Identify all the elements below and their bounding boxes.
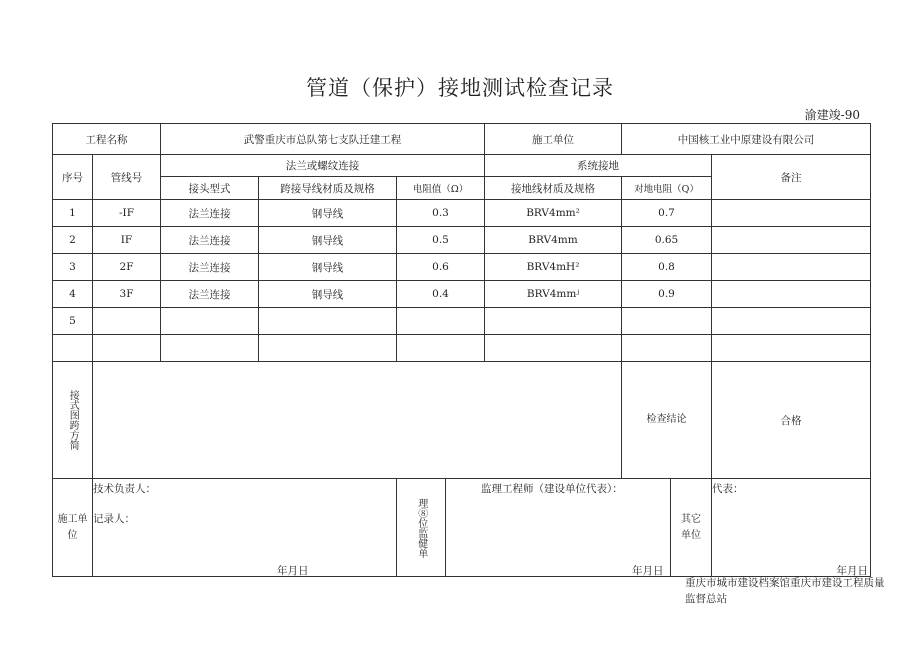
row-ground-resistance: 0.7 [622, 200, 712, 227]
row-joint: 法兰连接 [161, 254, 259, 281]
row-jumper [259, 335, 397, 362]
row-pipe [93, 308, 161, 335]
row-ground-spec: BRV4mH² [485, 254, 622, 281]
row-seq: 4 [53, 281, 93, 308]
conclusion-label: 检查结论 [646, 414, 687, 425]
table-row [53, 254, 871, 281]
representative-label: 代表： [712, 483, 744, 495]
conclusion-label-cell [622, 362, 712, 479]
row-ground-resistance: 0.65 [622, 227, 712, 254]
table-row [53, 227, 871, 254]
col-ground-spec: 接地线材质及规格 [485, 177, 622, 200]
row-jumper: 钢导线 [259, 281, 397, 308]
diagram-label: 接式图跨方简 [67, 390, 79, 450]
row-seq: 5 [53, 308, 93, 335]
conclusion-value: 合格 [712, 362, 871, 479]
row-resistance [397, 308, 485, 335]
row-jumper: 钢导线 [259, 227, 397, 254]
inspection-record-table [52, 123, 871, 577]
document-number: 渝建竣-90 [804, 108, 860, 122]
row-pipe: 3F [93, 281, 161, 308]
col-jumper-spec: 跨接导线材质及规格 [259, 177, 397, 200]
col-joint-type: 接头型式 [161, 177, 259, 200]
supervision-unit-cell [397, 479, 446, 576]
contractor-name: 中国核工业中原建设有限公司 [622, 124, 871, 155]
col-resistance: 电阻值（Ω） [397, 177, 485, 200]
row-joint [161, 335, 259, 362]
col-seq: 序号 [53, 155, 93, 200]
table-row [53, 200, 871, 227]
construction-sign-area [93, 479, 397, 577]
construction-unit-cell [53, 479, 93, 577]
row-seq: 2 [53, 227, 93, 254]
row-resistance [397, 335, 485, 362]
row-resistance: 0.6 [397, 254, 485, 281]
project-name-label: 工程名称 [53, 124, 161, 155]
row-remarks [712, 227, 871, 254]
other-sign-area [712, 479, 871, 577]
construction-unit-label: 施工单位 [57, 513, 88, 541]
diagram-label-cell [53, 362, 93, 479]
col-flange-group: 法兰或螺纹连接 [161, 155, 485, 177]
row-jumper: 钢导线 [259, 254, 397, 281]
table-row [53, 308, 871, 335]
row-remarks [712, 308, 871, 335]
col-ground-resistance: 对地电阻（Q） [622, 177, 712, 200]
col-remarks: 备注 [712, 155, 871, 200]
footer-issuer: 重庆市城市建设档案馆重庆市建设工程质量监督总站 [685, 577, 885, 605]
row-ground-resistance [622, 308, 712, 335]
row-ground-resistance: 0.9 [622, 281, 712, 308]
page-title: 管道（保护）接地测试检查记录 [306, 76, 614, 100]
row-resistance: 0.5 [397, 227, 485, 254]
row-remarks [712, 281, 871, 308]
contractor-label: 施工单位 [485, 124, 622, 155]
recorder-label: 记录人： [93, 513, 135, 525]
row-ground-spec [485, 308, 622, 335]
row-pipe: 2F [93, 254, 161, 281]
row-pipe: -IF [93, 200, 161, 227]
row-resistance: 0.4 [397, 281, 485, 308]
row-joint: 法兰连接 [161, 200, 259, 227]
table-row [53, 281, 871, 308]
col-system-group: 系统接地 [485, 155, 712, 177]
diagram-area [93, 362, 622, 479]
row-ground-spec [485, 335, 622, 362]
col-pipe-no: 管线号 [93, 155, 161, 200]
tech-lead-label: 技术负责人： [93, 483, 156, 495]
row-jumper [259, 308, 397, 335]
other-unit-label: 其它单位 [681, 513, 702, 541]
row-joint [161, 308, 259, 335]
construction-date: 年月日 [277, 565, 309, 577]
row-seq [53, 335, 93, 362]
row-seq: 3 [53, 254, 93, 281]
table-row [53, 335, 871, 362]
row-ground-resistance: 0.8 [622, 254, 712, 281]
row-remarks [712, 335, 871, 362]
row-pipe [93, 335, 161, 362]
row-ground-spec: BRV4mmʲ [485, 281, 622, 308]
row-ground-spec: BRV4mm² [485, 200, 622, 227]
row-remarks [712, 200, 871, 227]
supervisor-label: 监理工程师（建设单位代表）： [481, 483, 623, 495]
other-unit-cell [670, 479, 711, 576]
other-date: 年月日 [836, 565, 869, 577]
row-jumper: 钢导线 [259, 200, 397, 227]
supervision-area [397, 479, 712, 577]
supervision-unit-label: 理⑧位监健单 [415, 497, 427, 558]
row-ground-spec: BRV4mm [485, 227, 622, 254]
row-remarks [712, 254, 871, 281]
row-resistance: 0.3 [397, 200, 485, 227]
project-name: 武警重庆市总队第七支队迁建工程 [161, 124, 485, 155]
row-seq: 1 [53, 200, 93, 227]
row-joint: 法兰连接 [161, 227, 259, 254]
row-ground-resistance [622, 335, 712, 362]
row-joint: 法兰连接 [161, 281, 259, 308]
supervision-date: 年月日 [632, 565, 664, 577]
row-pipe: IF [93, 227, 161, 254]
